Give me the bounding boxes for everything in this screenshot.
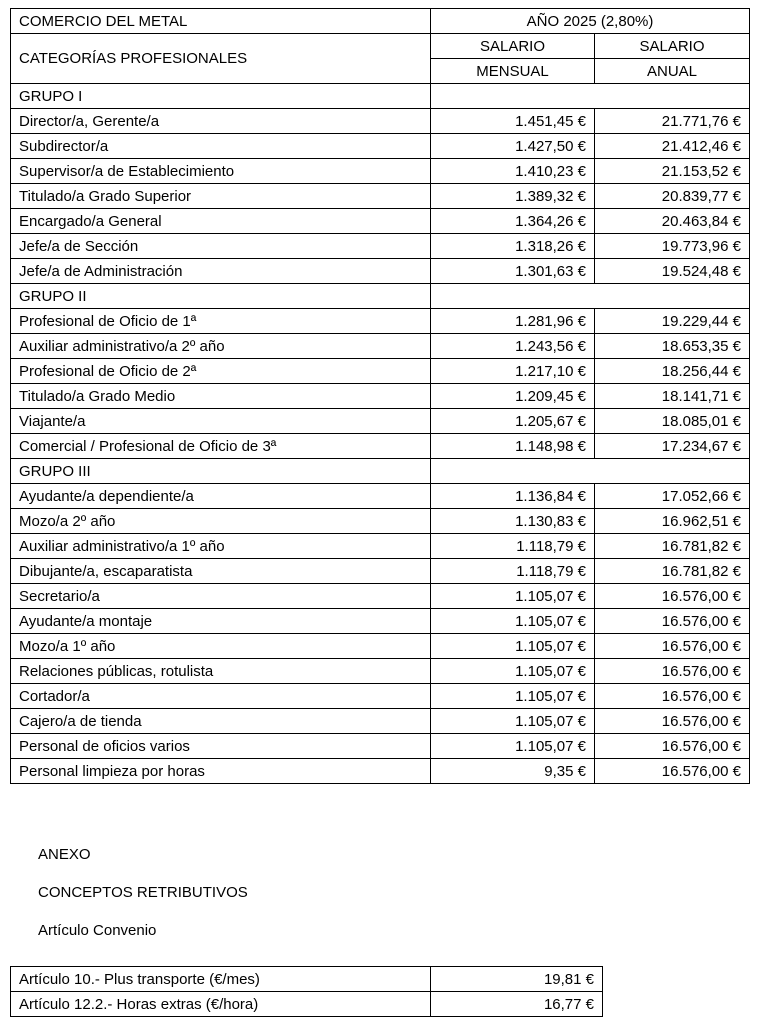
category-cell: Cajero/a de tienda	[11, 709, 431, 734]
table-title: COMERCIO DEL METAL	[11, 9, 431, 34]
monthly-salary-cell: 1.301,63 €	[431, 259, 595, 284]
monthly-salary-cell: 1.105,07 €	[431, 659, 595, 684]
monthly-salary-cell: 1.105,07 €	[431, 609, 595, 634]
annual-salary-cell: 19.773,96 €	[595, 234, 750, 259]
monthly-salary-cell: 1.148,98 €	[431, 434, 595, 459]
annual-salary-header-line1: SALARIO	[595, 34, 750, 59]
monthly-salary-cell: 1.209,45 €	[431, 384, 595, 409]
annual-salary-cell: 21.153,52 €	[595, 159, 750, 184]
monthly-salary-cell: 1.105,07 €	[431, 584, 595, 609]
table-row	[11, 659, 750, 684]
monthly-salary-cell: 1.136,84 €	[431, 484, 595, 509]
annual-salary-cell: 16.781,82 €	[595, 559, 750, 584]
table-row	[11, 384, 750, 409]
category-cell: Jefe/a de Sección	[11, 234, 431, 259]
category-cell: Relaciones públicas, rotulista	[11, 659, 431, 684]
salary-table	[10, 8, 750, 784]
group-label: GRUPO I	[11, 84, 431, 109]
annual-salary-cell: 18.256,44 €	[595, 359, 750, 384]
category-cell: Personal de oficios varios	[11, 734, 431, 759]
table-row	[11, 534, 750, 559]
table-row	[11, 434, 750, 459]
category-cell: Comercial / Profesional de Oficio de 3ª	[11, 434, 431, 459]
category-cell: Ayudante/a montaje	[11, 609, 431, 634]
group-label: GRUPO II	[11, 284, 431, 309]
category-cell: Profesional de Oficio de 2ª	[11, 359, 431, 384]
table-row	[11, 634, 750, 659]
year-header: AÑO 2025 (2,80%)	[431, 9, 750, 34]
category-cell: Jefe/a de Administración	[11, 259, 431, 284]
group-row	[11, 284, 750, 309]
monthly-salary-cell: 1.243,56 €	[431, 334, 595, 359]
monthly-salary-cell: 1.105,07 €	[431, 709, 595, 734]
monthly-salary-cell: 1.427,50 €	[431, 134, 595, 159]
monthly-salary-cell: 1.118,79 €	[431, 559, 595, 584]
group-empty-cell	[431, 284, 750, 309]
monthly-salary-cell: 9,35 €	[431, 759, 595, 784]
monthly-salary-cell: 1.281,96 €	[431, 309, 595, 334]
annual-salary-cell: 16.576,00 €	[595, 734, 750, 759]
annual-salary-cell: 17.234,67 €	[595, 434, 750, 459]
table-row	[11, 609, 750, 634]
category-cell: Secretario/a	[11, 584, 431, 609]
table-row	[11, 334, 750, 359]
category-cell: Supervisor/a de Establecimiento	[11, 159, 431, 184]
annual-salary-cell: 19.229,44 €	[595, 309, 750, 334]
annual-salary-cell: 16.781,82 €	[595, 534, 750, 559]
annual-salary-cell: 17.052,66 €	[595, 484, 750, 509]
table-row	[11, 734, 750, 759]
category-cell: Titulado/a Grado Superior	[11, 184, 431, 209]
annex-table-body	[11, 967, 603, 1017]
category-cell: Auxiliar administrativo/a 1º año	[11, 534, 431, 559]
annual-salary-cell: 16.576,00 €	[595, 659, 750, 684]
annual-salary-cell: 16.576,00 €	[595, 634, 750, 659]
annual-salary-cell: 18.653,35 €	[595, 334, 750, 359]
monthly-salary-cell: 1.318,26 €	[431, 234, 595, 259]
annex-label-cell: Artículo 12.2.- Horas extras (€/hora)	[11, 992, 431, 1017]
category-cell: Dibujante/a, escaparatista	[11, 559, 431, 584]
monthly-salary-header-line1: SALARIO	[431, 34, 595, 59]
annual-salary-header-line2: ANUAL	[595, 59, 750, 84]
annual-salary-cell: 16.576,00 €	[595, 709, 750, 734]
annual-salary-cell: 20.463,84 €	[595, 209, 750, 234]
monthly-salary-cell: 1.410,23 €	[431, 159, 595, 184]
category-cell: Ayudante/a dependiente/a	[11, 484, 431, 509]
annual-salary-cell: 16.576,00 €	[595, 609, 750, 634]
monthly-salary-cell: 1.130,83 €	[431, 509, 595, 534]
table-row	[11, 359, 750, 384]
table-title-row	[11, 9, 750, 34]
annual-salary-cell: 18.141,71 €	[595, 384, 750, 409]
table-row	[11, 209, 750, 234]
annex-section	[38, 846, 248, 960]
table-row	[11, 584, 750, 609]
salary-table-body	[11, 9, 750, 784]
table-row	[11, 709, 750, 734]
table-row	[11, 484, 750, 509]
monthly-salary-cell: 1.389,32 €	[431, 184, 595, 209]
category-cell: Subdirector/a	[11, 134, 431, 159]
group-row	[11, 459, 750, 484]
category-cell: Mozo/a 2º año	[11, 509, 431, 534]
annual-salary-cell: 19.524,48 €	[595, 259, 750, 284]
table-row	[11, 109, 750, 134]
table-row	[11, 259, 750, 284]
monthly-salary-cell: 1.105,07 €	[431, 684, 595, 709]
annual-salary-cell: 21.771,76 €	[595, 109, 750, 134]
monthly-salary-header-line2: MENSUAL	[431, 59, 595, 84]
annex-value-cell: 19,81 €	[431, 967, 603, 992]
table-row	[11, 684, 750, 709]
monthly-salary-cell: 1.364,26 €	[431, 209, 595, 234]
monthly-salary-cell: 1.105,07 €	[431, 734, 595, 759]
monthly-salary-cell: 1.105,07 €	[431, 634, 595, 659]
annex-row	[11, 967, 603, 992]
category-cell: Director/a, Gerente/a	[11, 109, 431, 134]
monthly-salary-cell: 1.451,45 €	[431, 109, 595, 134]
category-cell: Cortador/a	[11, 684, 431, 709]
categories-header: CATEGORÍAS PROFESIONALES	[11, 34, 431, 84]
column-header-row-top	[11, 34, 750, 59]
annual-salary-cell: 16.962,51 €	[595, 509, 750, 534]
annex-label-cell: Artículo 10.- Plus transporte (€/mes)	[11, 967, 431, 992]
table-row	[11, 309, 750, 334]
annual-salary-cell: 16.576,00 €	[595, 759, 750, 784]
category-cell: Personal limpieza por horas	[11, 759, 431, 784]
category-cell: Auxiliar administrativo/a 2º año	[11, 334, 431, 359]
category-cell: Profesional de Oficio de 1ª	[11, 309, 431, 334]
category-cell: Mozo/a 1º año	[11, 634, 431, 659]
category-cell: Encargado/a General	[11, 209, 431, 234]
category-cell: Viajante/a	[11, 409, 431, 434]
category-cell: Titulado/a Grado Medio	[11, 384, 431, 409]
table-row	[11, 559, 750, 584]
annex-heading: Artículo Convenio	[38, 922, 157, 939]
annex-table	[10, 966, 603, 1017]
annex-value-cell: 16,77 €	[431, 992, 603, 1017]
annex-title: ANEXO	[38, 846, 91, 863]
annual-salary-cell: 20.839,77 €	[595, 184, 750, 209]
monthly-salary-cell: 1.205,67 €	[431, 409, 595, 434]
annual-salary-cell: 21.412,46 €	[595, 134, 750, 159]
table-row	[11, 409, 750, 434]
table-row	[11, 184, 750, 209]
table-row	[11, 134, 750, 159]
monthly-salary-cell: 1.217,10 €	[431, 359, 595, 384]
group-empty-cell	[431, 84, 750, 109]
table-row	[11, 159, 750, 184]
table-row	[11, 234, 750, 259]
annual-salary-cell: 18.085,01 €	[595, 409, 750, 434]
table-row	[11, 509, 750, 534]
table-row	[11, 759, 750, 784]
group-empty-cell	[431, 459, 750, 484]
annual-salary-cell: 16.576,00 €	[595, 584, 750, 609]
annual-salary-cell: 16.576,00 €	[595, 684, 750, 709]
monthly-salary-cell: 1.118,79 €	[431, 534, 595, 559]
group-label: GRUPO III	[11, 459, 431, 484]
annex-subtitle: CONCEPTOS RETRIBUTIVOS	[38, 884, 248, 901]
annex-row	[11, 992, 603, 1017]
group-row	[11, 84, 750, 109]
